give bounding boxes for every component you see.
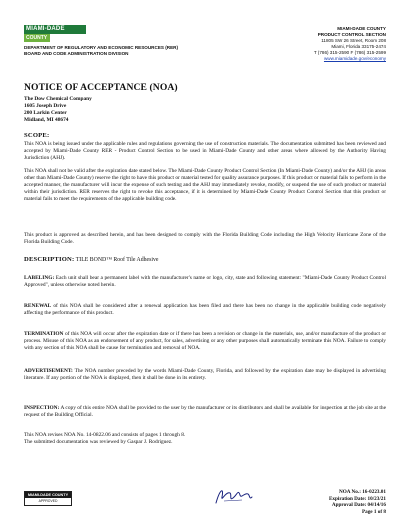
scope-paragraph-1: This NOA is being issued under the applicable rules and regulations governing the use of construction materials. The documentation submitted has been reviewed and accepted by Miami-Dade County RER - Product Control Section to be used in Miami-Dade County and other areas where allowed by the Authority Having Jurisdiction (AHJ). bbox=[24, 141, 386, 161]
dept-line-2: BOARD AND CODE ADMINISTRATION DIVISION bbox=[24, 51, 129, 56]
phone-fax: T (786) 315-2590 F (786) 315-2599 bbox=[313, 50, 386, 55]
city-state-zip: Miami, Florida 33175-2474 bbox=[331, 44, 386, 49]
logo-bottom-text: COUNTY bbox=[24, 34, 50, 42]
office-address-block bbox=[266, 26, 386, 62]
seal-line-1: MIAMI-DADE COUNTY bbox=[25, 492, 71, 498]
advertisement-label: ADVERTISEMENT: bbox=[24, 368, 73, 374]
scope-heading: SCOPE: bbox=[24, 132, 50, 139]
revision-line-1: This NOA revises NOA No. 14-0822.06 and consists of pages 1 through 8. bbox=[24, 432, 186, 438]
labeling-section bbox=[24, 275, 386, 289]
inspection-label: INSPECTION: bbox=[24, 405, 60, 411]
labeling-label: LABELING: bbox=[24, 275, 55, 281]
website-link[interactable]: www.miamidade.gov/economy bbox=[323, 56, 386, 61]
recipient-address bbox=[24, 96, 92, 124]
noa-info-block bbox=[329, 489, 386, 515]
description-label: DESCRIPTION: bbox=[24, 256, 75, 263]
revision-section bbox=[24, 432, 386, 446]
inspection-text: A copy of this entire NOA shall be provided to the user by the manufacturer or its distributors and shall be available for inspection at the job site at the request of the Building Official. bbox=[24, 405, 386, 418]
dept-line-1: DEPARTMENT OF REGULATORY AND ECONOMIC RESOURCES (RER) bbox=[24, 45, 178, 50]
revision-line-2: The submitted documentation was reviewed by Gaspar J. Rodriguez. bbox=[24, 439, 173, 445]
description-line bbox=[24, 256, 158, 263]
department-name bbox=[24, 45, 178, 57]
address-line-3: 200 Larkin Center bbox=[24, 110, 67, 116]
document-title: NOTICE OF ACCEPTANCE (NOA) bbox=[24, 82, 178, 93]
address-line-2: 1605 Joseph Drive bbox=[24, 103, 67, 109]
signature-image bbox=[212, 483, 256, 509]
seal-line-2: APPROVED bbox=[25, 498, 71, 504]
address-line-4: Midland, MI 48674 bbox=[24, 117, 69, 123]
approval-date: Approval Date: 04/14/16 bbox=[331, 502, 386, 509]
labeling-text: Each unit shall bear a permanent label with the manufacturer's name or logo, city, state and following statement: "Miami-Dade County Product Control Approved", unless otherwise noted herein. bbox=[24, 275, 386, 288]
approved-seal-logo bbox=[24, 491, 72, 506]
termination-label: TERMINATION bbox=[24, 331, 64, 337]
scope-paragraph-2: This NOA shall not be valid after the expiration date stated below. The Miami-Dade County Product Control Section (In Miami-Dade County) and/or the AHJ (in areas other than Miami-Dade County) reserve the right to have this product or material tested for quality assurance purposes. If this product or material fails to perform in the accepted manner, the manufacturer will incur the expense of such testing and the AHJ may immediately revoke, modify, or suspend the use of such product or material within their jurisdiction. RER reserves the right to revoke this acceptance, if it is determined by Miami-Dade County Product Control Section that this product or material fails to meet the requirements of the applicable building code. bbox=[24, 168, 386, 202]
company-name: The Dow Chemical Company bbox=[24, 96, 92, 102]
renewal-section bbox=[24, 303, 386, 317]
termination-section bbox=[24, 331, 386, 352]
termination-text: of this NOA will occur after the expiration date or if there has been a revision or change in the materials, use, and/or manufacture of the product or process. Misuse of this NOA as an endorsement of any product, for sales, advertising or any other purposes shall automatically terminate this NOA. Failure to comply with any section of this NOA shall be cause for termination and removal of NOA. bbox=[24, 331, 386, 351]
section-name: PRODUCT CONTROL SECTION bbox=[317, 32, 386, 37]
scope-paragraph-3: This product is approved as described herein, and has been designed to comply with the Florida Building Code including the High Velocity Hurricane Zone of the Florida Building Code. bbox=[24, 232, 386, 245]
miami-dade-logo bbox=[24, 25, 86, 43]
advertisement-text: The NOA number preceded by the words Miami-Dade County, Florida, and followed by the expiration date may be displayed in advertising literature. If any portion of the NOA is displayed, then it shall be done in its entirety. bbox=[24, 368, 386, 381]
street-address: 11805 SW 26 Street, Room 208 bbox=[321, 38, 386, 43]
description-text: TILE BOND™ Roof Tile Adhesive bbox=[75, 257, 159, 263]
inspection-section bbox=[24, 405, 386, 419]
noa-number: NOA No.: 16-0223.01 bbox=[339, 489, 386, 495]
logo-top-text: MIAMI-DADE bbox=[24, 25, 86, 34]
renewal-text: of this NOA shall be considered after a renewal application has been filed and there has been no change in the applicable building code negatively affecting the performance of this product. bbox=[24, 303, 386, 316]
renewal-label: RENEWAL bbox=[24, 303, 52, 309]
expiration-date: Expiration Date: 10/23/21 bbox=[328, 495, 386, 502]
page-number: Page 1 of 8 bbox=[361, 508, 386, 515]
county-name: MIAMI-DADE COUNTY bbox=[337, 26, 386, 31]
advertisement-section bbox=[24, 368, 386, 382]
